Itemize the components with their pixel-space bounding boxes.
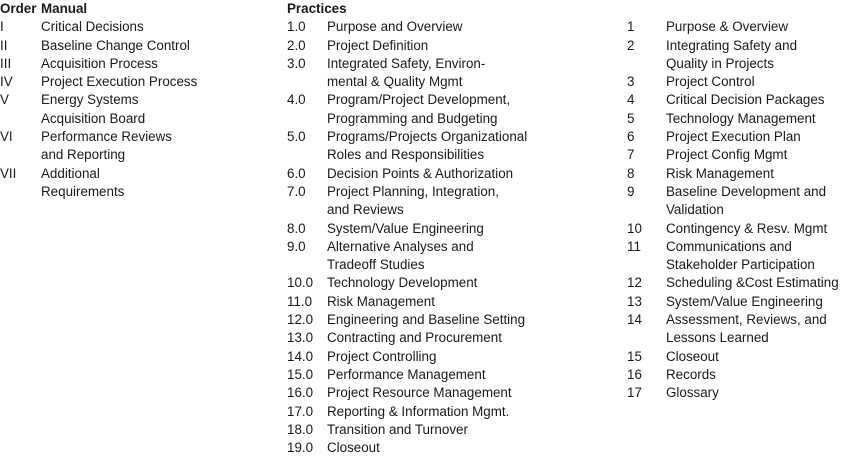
item-title: Additional Requirements	[41, 165, 125, 199]
list-item	[627, 238, 845, 275]
item-title: Integrating Safety and Quality in Projects	[666, 37, 798, 71]
manual-header: Manual	[41, 1, 88, 16]
item-number: 1.0	[287, 19, 306, 35]
order-manual-list	[0, 18, 260, 201]
item-title: Decision Points & Authorization	[327, 165, 514, 181]
list-item	[287, 238, 577, 275]
list-item	[287, 293, 577, 311]
list-item	[627, 293, 845, 311]
item-number: 10	[627, 220, 642, 236]
item-title: Scheduling &Cost Estimating	[666, 275, 839, 291]
item-title: Acquisition Process	[41, 55, 158, 71]
list-item	[627, 220, 845, 238]
list-item	[287, 366, 577, 384]
item-number: 11	[627, 238, 641, 254]
item-number: 18.0	[287, 421, 314, 437]
item-title: Critical Decision Packages	[666, 92, 825, 108]
item-number: V	[0, 92, 9, 108]
item-title: Technology Development	[327, 275, 478, 291]
item-number: 5	[627, 110, 635, 126]
item-number: 2	[627, 37, 635, 53]
list-item	[287, 384, 577, 402]
item-number: 8.0	[287, 220, 306, 236]
list-item	[0, 55, 260, 73]
item-title: Closeout	[666, 348, 719, 364]
item-number: 7.0	[287, 183, 306, 199]
item-number: IV	[0, 74, 13, 90]
list-item	[287, 183, 577, 220]
item-number: 14.0	[287, 348, 314, 364]
list-item	[627, 165, 845, 183]
list-item	[627, 91, 845, 109]
list-item	[0, 128, 260, 165]
item-number: 8	[627, 165, 635, 181]
item-number: 15.0	[287, 366, 314, 382]
list-item	[287, 403, 577, 421]
list-item	[287, 439, 577, 457]
item-number: 12.0	[287, 312, 314, 328]
list-item	[287, 220, 577, 238]
item-number: 15	[627, 348, 642, 364]
list-item	[627, 110, 845, 128]
item-number: 9	[627, 183, 635, 199]
guides-list	[627, 18, 845, 402]
item-number: 11.0	[287, 293, 313, 309]
item-number: 4.0	[287, 92, 306, 108]
item-number: 6	[627, 129, 635, 145]
list-item	[287, 421, 577, 439]
item-title: Purpose and Overview	[327, 19, 463, 35]
item-number: 14	[627, 312, 642, 328]
item-title: Baseline Development and Validation	[666, 183, 827, 218]
list-item	[0, 73, 260, 91]
item-number: 4	[627, 92, 635, 108]
list-item	[627, 73, 845, 91]
item-number: 6.0	[287, 165, 306, 181]
item-title: Engineering and Baseline Setting	[327, 312, 526, 328]
list-item	[287, 128, 577, 165]
item-title: Project Controlling	[327, 348, 437, 364]
item-title: Reporting & Information Mgmt.	[327, 403, 510, 419]
list-item	[627, 18, 845, 36]
item-number: 17.0	[287, 403, 314, 419]
list-item	[287, 165, 577, 183]
item-number: 12	[627, 275, 642, 291]
item-title: Integrated Safety, Environ- mental & Quality Mgmt	[327, 55, 486, 90]
item-number: 7	[627, 147, 635, 163]
item-title: Project Control	[666, 74, 755, 90]
item-title: Alternative Analyses and Tradeoff Studies	[327, 238, 474, 273]
item-title: Communications and Stakeholder Participation	[666, 238, 815, 273]
list-item	[627, 146, 845, 164]
item-title: Project Config Mgmt	[666, 147, 788, 163]
list-item	[287, 348, 577, 366]
item-number: 2.0	[287, 37, 306, 53]
list-item	[287, 311, 577, 329]
list-item	[287, 55, 577, 92]
list-item	[0, 37, 260, 55]
item-number: III	[0, 55, 12, 71]
item-title: Risk Management	[666, 165, 774, 181]
item-title: Contracting and Procurement	[327, 330, 502, 346]
item-title: Project Planning, Integration, and Reviews	[327, 183, 499, 218]
item-title: Risk Management	[327, 293, 435, 309]
item-title: Closeout	[327, 440, 380, 456]
list-item	[0, 165, 260, 202]
list-item	[627, 37, 845, 74]
item-title: Performance Reviews and Reporting	[41, 129, 172, 163]
list-item	[0, 18, 260, 36]
item-number: 16.0	[287, 385, 314, 401]
item-number: VI	[0, 129, 13, 145]
item-title: Critical Decisions	[41, 19, 144, 35]
list-item	[627, 274, 845, 292]
item-title: Performance Management	[327, 366, 486, 382]
list-item	[627, 311, 845, 348]
item-number: 17	[627, 385, 642, 401]
item-number: 10.0	[287, 275, 314, 291]
order-manual-header	[0, 0, 260, 18]
item-title: Project Execution Process	[41, 74, 198, 90]
item-number: VII	[0, 165, 17, 181]
item-number: 9.0	[287, 238, 306, 254]
list-item	[627, 183, 845, 220]
practices-column	[287, 0, 577, 457]
item-title: Project Resource Management	[327, 385, 512, 401]
item-title: Records	[666, 366, 716, 382]
item-number: 13.0	[287, 330, 314, 346]
practices-header: Practices	[287, 1, 347, 16]
list-item	[287, 329, 577, 347]
item-number: 5.0	[287, 129, 306, 145]
practices-list	[287, 18, 577, 457]
item-title: System/Value Engineering	[666, 293, 823, 309]
item-title: System/Value Engineering	[327, 220, 484, 236]
list-item	[0, 91, 260, 128]
item-title: Project Definition	[327, 37, 429, 53]
item-title: Project Execution Plan	[666, 129, 801, 145]
item-number: 19.0	[287, 440, 314, 456]
guides-header	[627, 0, 845, 18]
item-title: Baseline Change Control	[41, 37, 190, 53]
item-title: Assessment, Reviews, and Lessons Learned	[666, 312, 827, 346]
order-manual-column	[0, 0, 260, 201]
item-number: II	[0, 37, 8, 53]
list-item	[627, 348, 845, 366]
item-title: Purpose & Overview	[666, 19, 789, 35]
item-number: 3.0	[287, 55, 306, 71]
item-title: Glossary	[666, 385, 719, 401]
list-item	[627, 366, 845, 384]
item-title: Energy Systems Acquisition Board	[41, 92, 146, 126]
item-number: 3	[627, 74, 635, 90]
list-item	[287, 274, 577, 292]
list-item	[287, 18, 577, 36]
list-item	[627, 384, 845, 402]
item-title: Transition and Turnover	[327, 421, 468, 437]
item-title: Technology Management	[666, 110, 816, 126]
item-number: 13	[627, 293, 642, 309]
item-title: Contingency & Resv. Mgmt	[666, 220, 828, 236]
order-header: Order	[0, 1, 37, 16]
list-item	[287, 37, 577, 55]
list-item	[627, 128, 845, 146]
item-number: I	[0, 19, 4, 35]
item-number: 1	[627, 19, 635, 35]
guides-column	[627, 0, 845, 403]
item-number: 16	[627, 366, 642, 382]
list-item	[287, 91, 577, 128]
item-title: Programs/Projects Organizational Roles and Responsibilities	[327, 129, 528, 163]
item-title: Program/Project Development, Programming and Budgeting	[327, 92, 511, 126]
